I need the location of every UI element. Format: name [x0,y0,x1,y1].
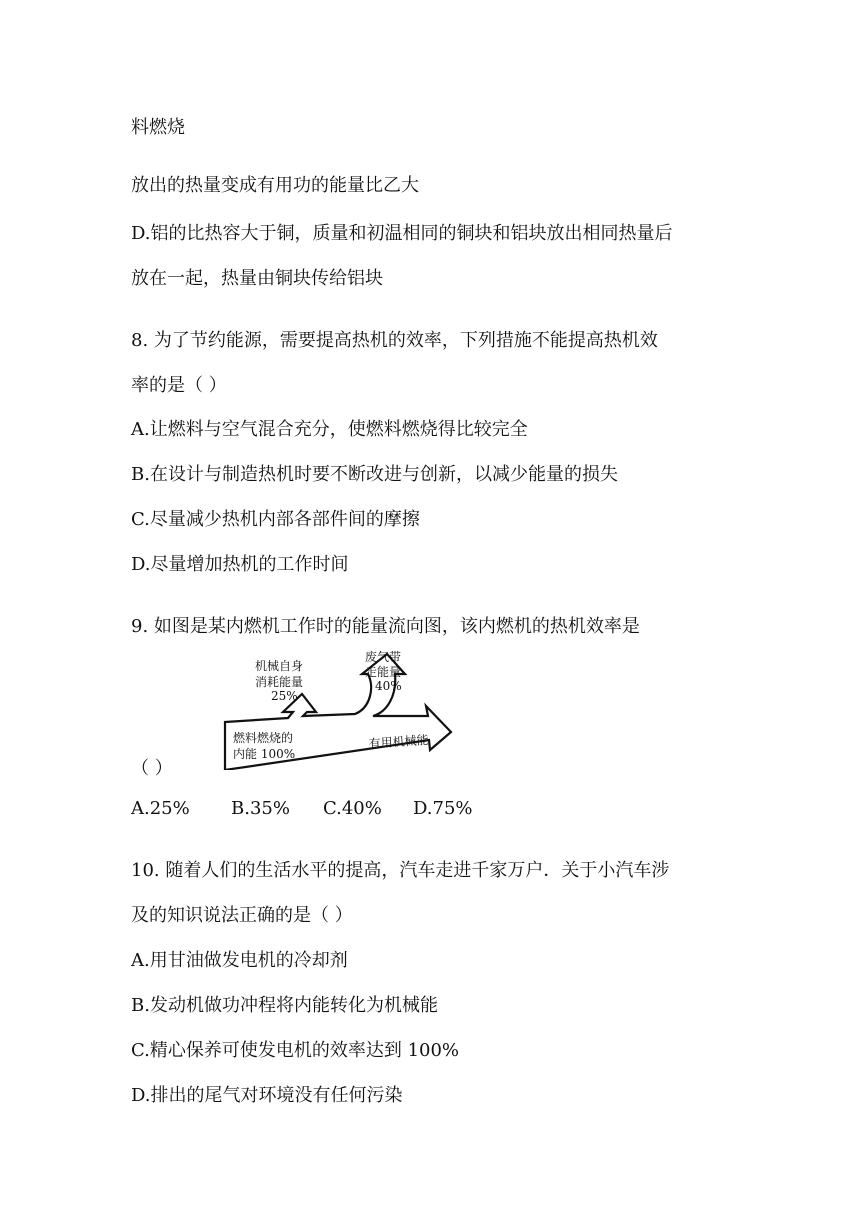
diagram-loss1-line1: 机械自身 [255,659,304,673]
q8-stem-line1: 8. 为了节约能源，需要提高热机的效率，下列措施不能提高热机效 [131,330,658,351]
diagram-loss2-line1: 废气带 [365,650,402,664]
q8-option-a: A.让燃料与空气混合充分，使燃料燃烧得比较完全 [131,419,528,440]
q8-option-c: C.尽量减少热机内部各部件间的摩擦 [131,509,420,530]
q10-option-c: C.精心保养可使发电机的效率达到 100% [131,1040,460,1061]
diagram-output-label: 有用机械能 [368,732,430,751]
q10-stem-line2: 及的知识说法正确的是（ ） [131,905,353,926]
diagram-loss1-line2: 消耗能量 [255,675,304,689]
q9-option-d: D.75% [413,798,473,819]
q9-stem: 9. 如图是某内燃机工作时的能量流向图，该内燃机的热机效率是 [131,616,640,637]
q9-answer-blank: （ ） [131,758,173,779]
line-continuation: 料燃烧 [131,117,185,138]
q8-stem-line2: 率的是（ ） [131,375,227,396]
q7-option-d-line2: 放在一起，热量由铜块传给铝块 [131,268,383,289]
diagram-loss2-line2: 走能量 [365,665,402,679]
q10-option-d: D.排出的尾气对环境没有任何污染 [131,1085,403,1106]
q8-option-b: B.在设计与制造热机时要不断改进与创新，以减少能量的损失 [131,464,618,485]
q9-options [131,797,473,821]
q9-option-b: B.35% [231,798,290,819]
q10-stem-line1: 10. 随着人们的生活水平的提高，汽车走进千家万户．关于小汽车涉 [131,860,670,881]
energy-flow-diagram [215,648,465,770]
diagram-loss2-line3: 40% [375,679,402,693]
diagram-input-line1: 燃料燃烧的 [233,731,294,745]
q7-option-d-line1: D.铝的比热容大于铜，质量和初温相同的铜块和铝块放出相同热量后 [131,223,673,244]
q8-option-d: D.尽量增加热机的工作时间 [131,554,349,575]
diagram-loss1-line3: 25% [271,689,298,703]
line-continuation: 放出的热量变成有用功的能量比乙大 [131,175,419,196]
diagram-input-line2: 内能 100% [233,747,296,761]
q10-option-b: B.发动机做功冲程将内能转化为机械能 [131,995,438,1016]
q9-option-c: C.40% [323,798,382,819]
q9-option-a: A.25% [131,798,190,819]
q10-option-a: A.用甘油做发电机的冷却剂 [131,950,348,971]
